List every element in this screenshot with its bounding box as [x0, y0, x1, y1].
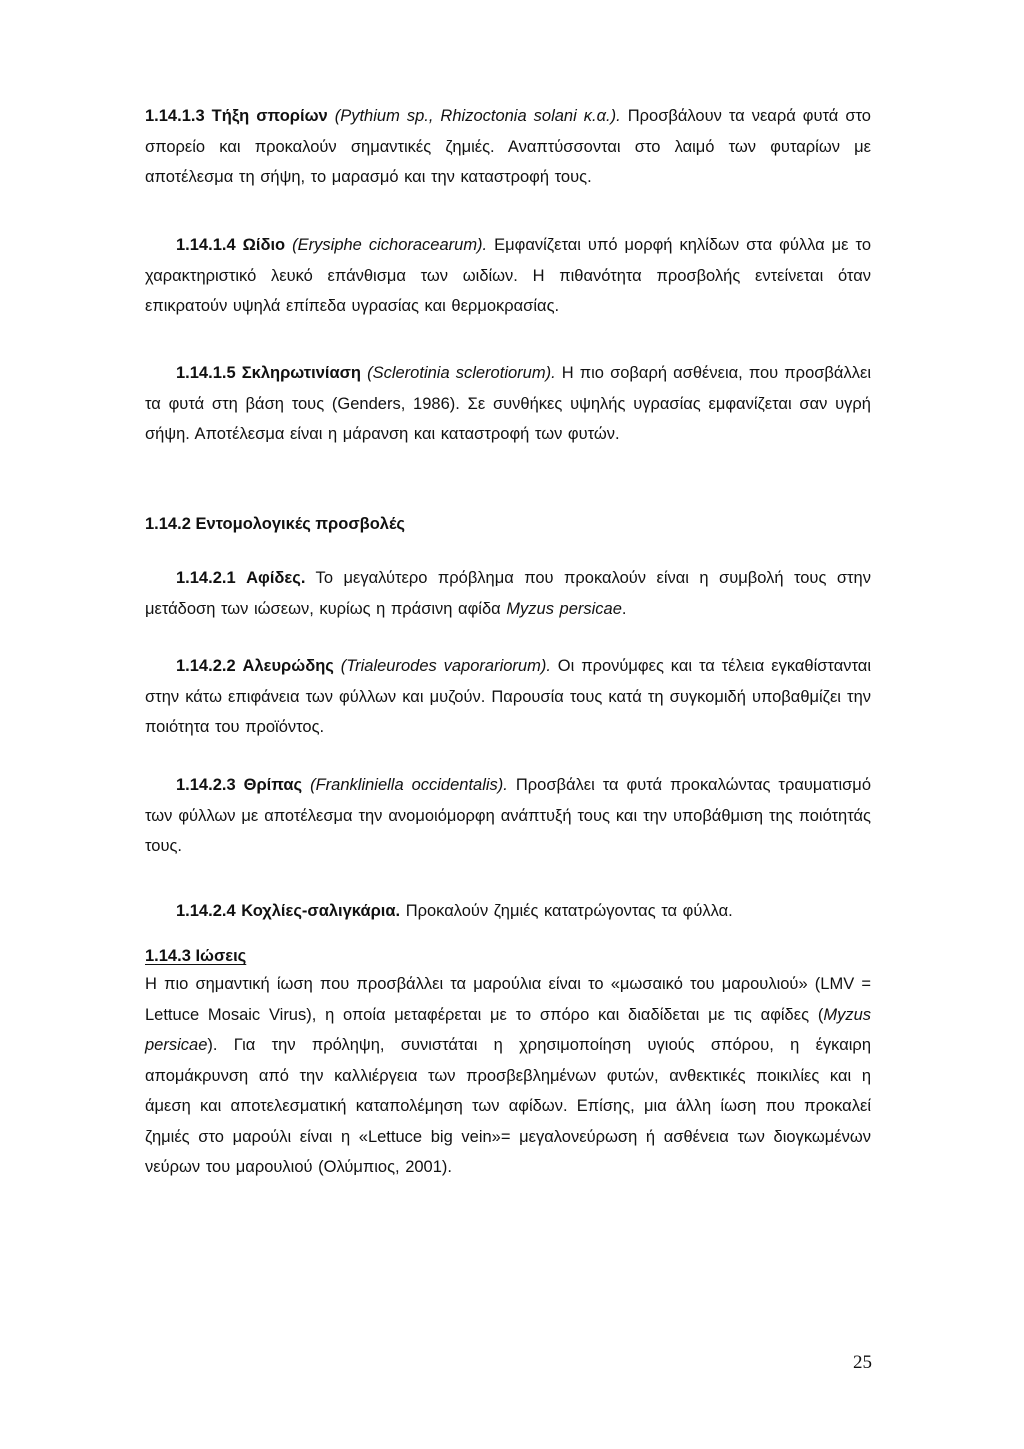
scientific-name: (Frankliniella occidentalis).	[310, 776, 508, 794]
section-viruses-body	[145, 969, 871, 1183]
heading-viruses-text: 1.14.3 Ιώσεις	[145, 947, 247, 965]
section-body: Προσβάλει τα φυτά προκαλώντας τραυματισμό των φύλλων με αποτέλεσμα την ανομοιόμορφη ανάπτυξή τους και την υποβάθμιση της ποιότητάς τους.	[145, 776, 871, 855]
section-number: 1.14.2.3	[176, 776, 236, 794]
section-body: Προκαλούν ζημιές κατατρώγοντας τα φύλλα.	[400, 902, 733, 920]
section-whitefly	[145, 651, 871, 743]
section-snails	[145, 896, 871, 927]
section-title: Αλευρώδης	[242, 657, 334, 675]
section-sclerotinia	[145, 358, 871, 450]
scientific-name: (Erysiphe cichoracearum).	[292, 236, 488, 254]
section-title: Θρίπας	[243, 776, 303, 794]
section-title: Αφίδες.	[246, 569, 306, 587]
section-title: Ωίδιο	[242, 236, 286, 254]
section-aphids	[145, 563, 871, 624]
section-body-cont: ). Για την πρόληψη, συνιστάται η χρησιμοποίηση υγιούς σπόρου, η έγκαιρη απομάκρυνση από την καλλιέργεια των προσβεβλημένων φυτών, ανθεκτικές ποικιλίες και η άμεση και αποτελεσματική καταπολέμηση των αφίδων. Επίσης, μια άλλη ίωση που προκαλεί ζημιές στο μαρούλι είναι η «Lettuce big vein»= μεγαλονεύρωση ή ασθένεια των διογκωμένων νεύρων του μαρουλιού (Ολύμπιος, 2001).	[145, 1036, 871, 1176]
section-number: 1.14.2.2	[176, 657, 236, 675]
section-number: 1.14.1.3	[145, 107, 205, 125]
section-body: Το μεγαλύτερο πρόβλημα που προκαλούν είναι η συμβολή τους στην μετάδοση των ιώσεων, κυρίως η πράσινη αφίδα	[145, 569, 871, 618]
page-number: 25	[853, 1352, 872, 1373]
scientific-name: Myzus persicae	[506, 599, 622, 618]
section-body-tail: .	[621, 599, 627, 618]
section-number: 1.14.2.1	[176, 569, 236, 587]
section-powdery-mildew	[145, 230, 871, 322]
heading-insect-attacks: 1.14.2 Εντομολογικές προσβολές	[145, 515, 405, 533]
scientific-name: (Pythium sp., Rhizoctonia solani	[334, 107, 577, 125]
section-title: Κοχλίες-σαλιγκάρια.	[241, 902, 401, 920]
section-body: Οι προνύμφες και τα τέλεια εγκαθίστανται στην κάτω επιφάνεια των φύλλων και μυζούν. Παρουσία τους κατά τη συγκομιδή υποβαθμίζει την ποιότητα του προϊόντος.	[145, 657, 871, 736]
heading-viruses	[145, 941, 246, 971]
scientific-name-tail: κ.α.).	[576, 107, 621, 125]
scientific-name: Myzus persicae	[145, 1005, 871, 1054]
section-body: Προσβάλουν τα νεαρά φυτά στο σπορείο και προκαλούν σημαντικές ζημιές. Αναπτύσσονται στο λαιμό των φυταρίων με αποτέλεσμα τη σήψη, το μαρασμό και την καταστροφή τους.	[145, 107, 871, 186]
section-number: 1.14.1.4	[176, 236, 236, 254]
section-thrips	[145, 770, 871, 862]
section-body: Η πιο σημαντική ίωση που προσβάλλει τα μαρούλια είναι το «μωσαικό του μαρουλιού» (LMV = Lettuce Mosaic Virus), η οποία μεταφέρεται με το σπόρο και διαδίδεται με τις αφίδες (	[145, 975, 871, 1024]
scientific-name: (Sclerotinia sclerotiorum).	[367, 364, 556, 382]
section-body: Η πιο σοβαρή ασθένεια, που προσβάλλει τα φυτά στη βάση τους (Genders, 1986). Σε συνθήκες υψηλής υγρασίας εμφανίζεται σαν υγρή σήψη. Αποτέλεσμα είναι η μάρανση και καταστροφή των φυτών.	[145, 364, 871, 443]
section-damping-off	[145, 101, 871, 193]
section-number: 1.14.2.4	[176, 902, 236, 920]
section-title: Σκληρωτινίαση	[241, 364, 361, 382]
section-number: 1.14.1.5	[176, 364, 236, 382]
section-body: Εμφανίζεται υπό μορφή κηλίδων στα φύλλα με το χαρακτηριστικό λευκό επάνθισμα των ωιδίων. Η πιθανότητα προσβολής εντείνεται όταν επικρατούν υψηλά επίπεδα υγρασίας και θερμοκρασίας.	[145, 236, 871, 315]
scientific-name: (Trialeurodes vaporariorum).	[340, 657, 551, 675]
section-title: Τήξη σπορίων	[211, 107, 328, 125]
